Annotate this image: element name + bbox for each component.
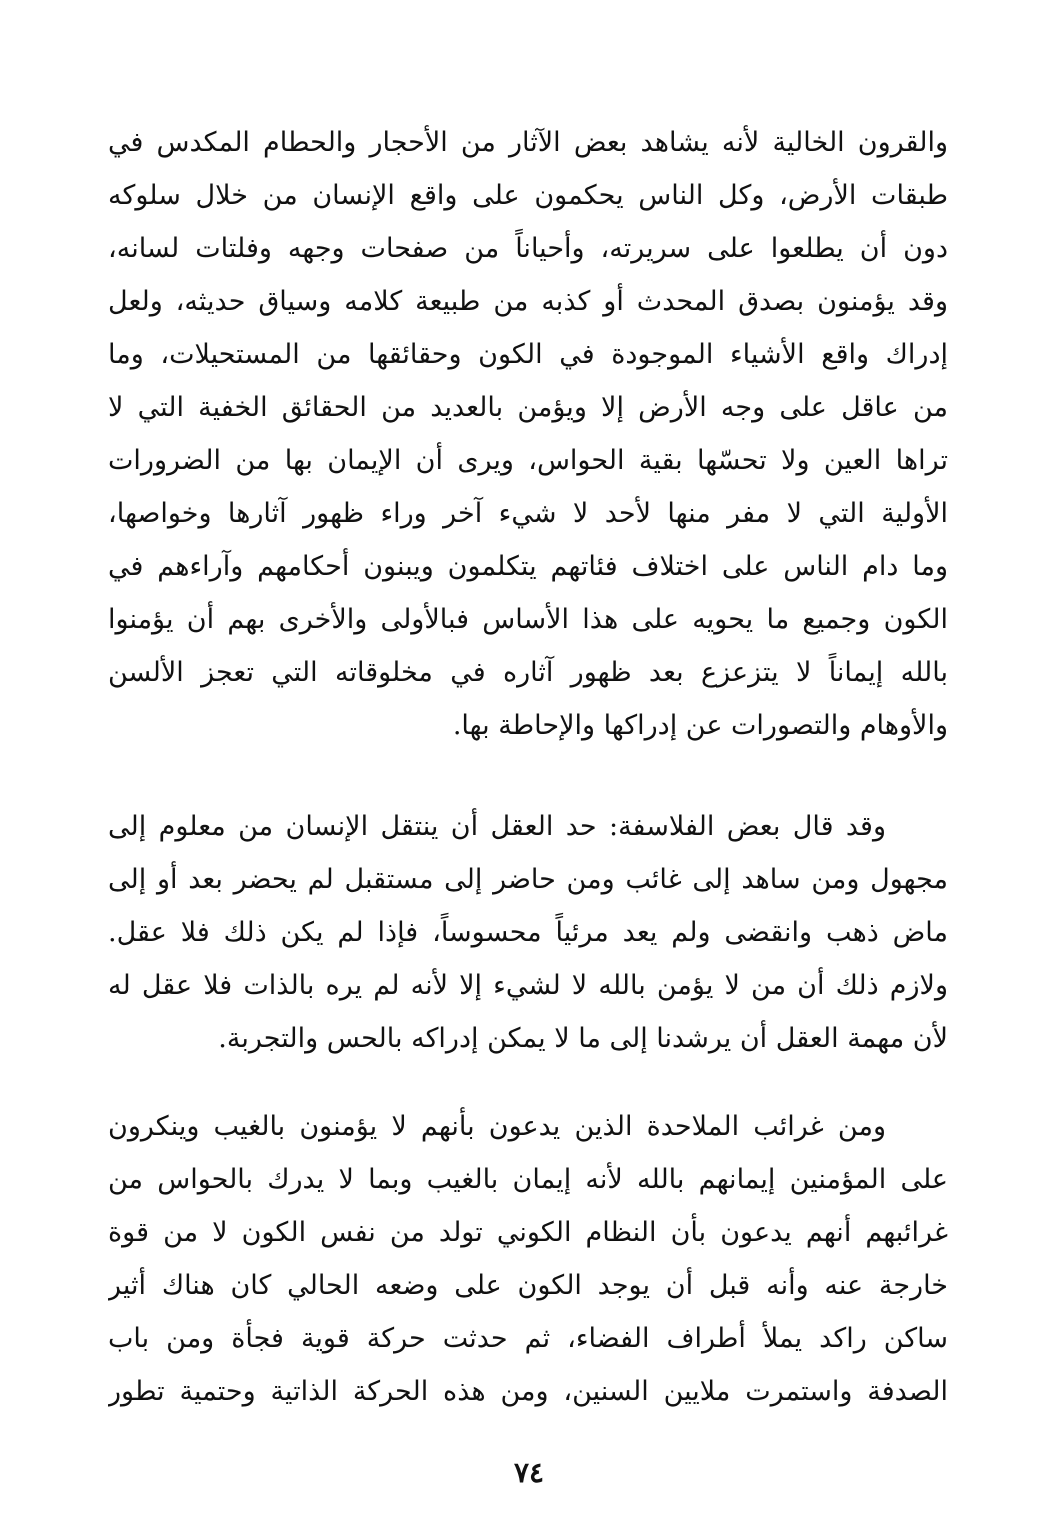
- text-line: بالله إيماناً لا يتزعزع بعد ظهور آثاره في مخلوقاته التي تعجز الألسن: [108, 657, 948, 688]
- text-line: ماض ذهب وانقضى ولم يعد مرئياً محسوساً، فإذا لم يكن ذلك فلا عقل.: [108, 917, 948, 948]
- text-line: خارجة عنه وأنه قبل أن يوجد الكون على وضعه الحالي كان هناك أثير: [108, 1270, 948, 1301]
- text-line: لأن مهمة العقل أن يرشدنا إلى ما لا يمكن إدراكه بالحس والتجربة.: [218, 1023, 948, 1054]
- text-line: ولازم ذلك أن من لا يؤمن بالله لا لشيء إلا لأنه لم يره بالذات فلا عقل له: [108, 970, 948, 1001]
- text-line: ومن غرائب الملاحدة الذين يدعون بأنهم لا يؤمنون بالغيب وينكرون: [108, 1111, 886, 1142]
- text-line: دون أن يطلعوا على سريرته، وأحياناً من صفحات وجهه وفلتات لسانه،: [108, 233, 948, 264]
- paragraph-3: [108, 1100, 948, 1418]
- paragraph-2: [108, 800, 948, 1065]
- text-line: الكون وجميع ما يحويه على هذا الأساس فبالأولى والأخرى بهم أن يؤمنوا: [108, 604, 948, 635]
- page-number: ٧٤: [513, 1456, 545, 1489]
- paragraph-1: [108, 116, 948, 752]
- text-line: طبقات الأرض، وكل الناس يحكمون على واقع الإنسان من خلال سلوكه: [108, 180, 948, 211]
- text-line: والأوهام والتصورات عن إدراكها والإحاطة بها.: [452, 710, 948, 741]
- text-line: تراها العين ولا تحسّها بقية الحواس، ويرى أن الإيمان بها من الضرورات: [108, 445, 948, 476]
- text-line: الصدفة واستمرت ملايين السنين، ومن هذه الحركة الذاتية وحتمية تطور: [108, 1376, 948, 1407]
- text-line: والقرون الخالية لأنه يشاهد بعض الآثار من الأحجار والحطام المكدس في: [108, 127, 948, 158]
- text-line: وقد يؤمنون بصدق المحدث أو كذبه من طبيعة كلامه وسياق حديثه، ولعل: [108, 286, 948, 317]
- text-line: إدراك واقع الأشياء الموجودة في الكون وحقائقها من المستحيلات، وما: [108, 339, 948, 370]
- text-line: وقد قال بعض الفلاسفة: حد العقل أن ينتقل الإنسان من معلوم إلى: [108, 811, 886, 842]
- text-line: غرائبهم أنهم يدعون بأن النظام الكوني تولد من نفس الكون لا من قوة: [108, 1217, 948, 1248]
- text-line: ساكن راكد يملأ أطراف الفضاء، ثم حدثت حركة قوية فجأة ومن باب: [108, 1323, 948, 1354]
- text-line: وما دام الناس على اختلاف فئاتهم يتكلمون ويبنون أحكامهم وآراءهم في: [108, 551, 948, 582]
- text-line: مجهول ومن ساهد إلى غائب ومن حاضر إلى مستقبل لم يحضر بعد أو إلى: [108, 864, 948, 895]
- text-line: الأولية التي لا مفر منها لأحد لا شيء آخر وراء ظهور آثارها وخواصها،: [108, 498, 948, 529]
- text-line: على المؤمنين إيمانهم بالله لأنه إيمان بالغيب وبما لا يدرك بالحواس من: [108, 1164, 948, 1195]
- text-line: من عاقل على وجه الأرض إلا ويؤمن بالعديد من الحقائق الخفية التي لا: [108, 392, 948, 423]
